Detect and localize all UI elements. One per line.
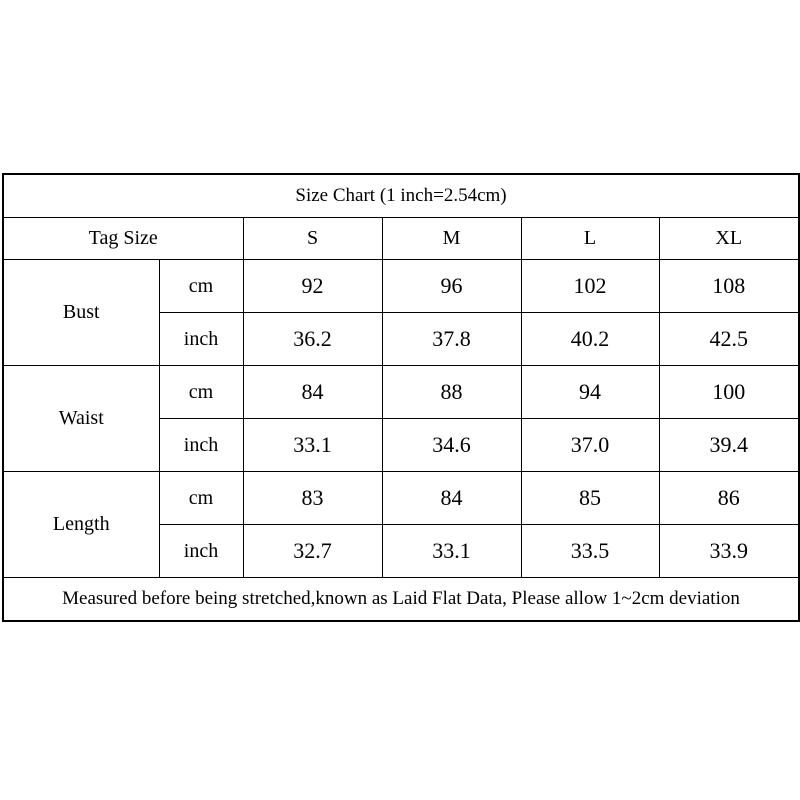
size-header-m: M [382, 218, 521, 260]
measure-label-length: Length [3, 472, 159, 578]
unit-label: inch [159, 525, 243, 578]
unit-label: inch [159, 419, 243, 472]
value-cell: 33.9 [659, 525, 799, 578]
value-cell: 32.7 [243, 525, 382, 578]
value-cell: 33.5 [521, 525, 659, 578]
value-cell: 86 [659, 472, 799, 525]
size-header-xl: XL [659, 218, 799, 260]
value-cell: 84 [382, 472, 521, 525]
value-cell: 84 [243, 366, 382, 419]
value-cell: 92 [243, 260, 382, 313]
value-cell: 40.2 [521, 313, 659, 366]
unit-label: cm [159, 260, 243, 313]
size-chart-table [2, 173, 800, 622]
measurement-note: Measured before being stretched,known as Laid Flat Data, Please allow 1~2cm deviation [3, 578, 799, 622]
header-row [3, 218, 799, 260]
size-header-s: S [243, 218, 382, 260]
value-cell: 33.1 [243, 419, 382, 472]
value-cell: 37.8 [382, 313, 521, 366]
value-cell: 96 [382, 260, 521, 313]
unit-label: inch [159, 313, 243, 366]
note-row [3, 578, 799, 622]
unit-label: cm [159, 366, 243, 419]
tag-size-header: Tag Size [3, 218, 243, 260]
value-cell: 108 [659, 260, 799, 313]
length-cm-row [3, 472, 799, 525]
measure-label-waist: Waist [3, 366, 159, 472]
title-row [3, 174, 799, 218]
value-cell: 36.2 [243, 313, 382, 366]
value-cell: 85 [521, 472, 659, 525]
value-cell: 83 [243, 472, 382, 525]
value-cell: 94 [521, 366, 659, 419]
value-cell: 34.6 [382, 419, 521, 472]
bust-cm-row [3, 260, 799, 313]
value-cell: 100 [659, 366, 799, 419]
value-cell: 102 [521, 260, 659, 313]
measure-label-bust: Bust [3, 260, 159, 366]
size-header-l: L [521, 218, 659, 260]
waist-cm-row [3, 366, 799, 419]
chart-title: Size Chart (1 inch=2.54cm) [3, 174, 799, 218]
value-cell: 39.4 [659, 419, 799, 472]
value-cell: 37.0 [521, 419, 659, 472]
value-cell: 88 [382, 366, 521, 419]
unit-label: cm [159, 472, 243, 525]
value-cell: 33.1 [382, 525, 521, 578]
value-cell: 42.5 [659, 313, 799, 366]
